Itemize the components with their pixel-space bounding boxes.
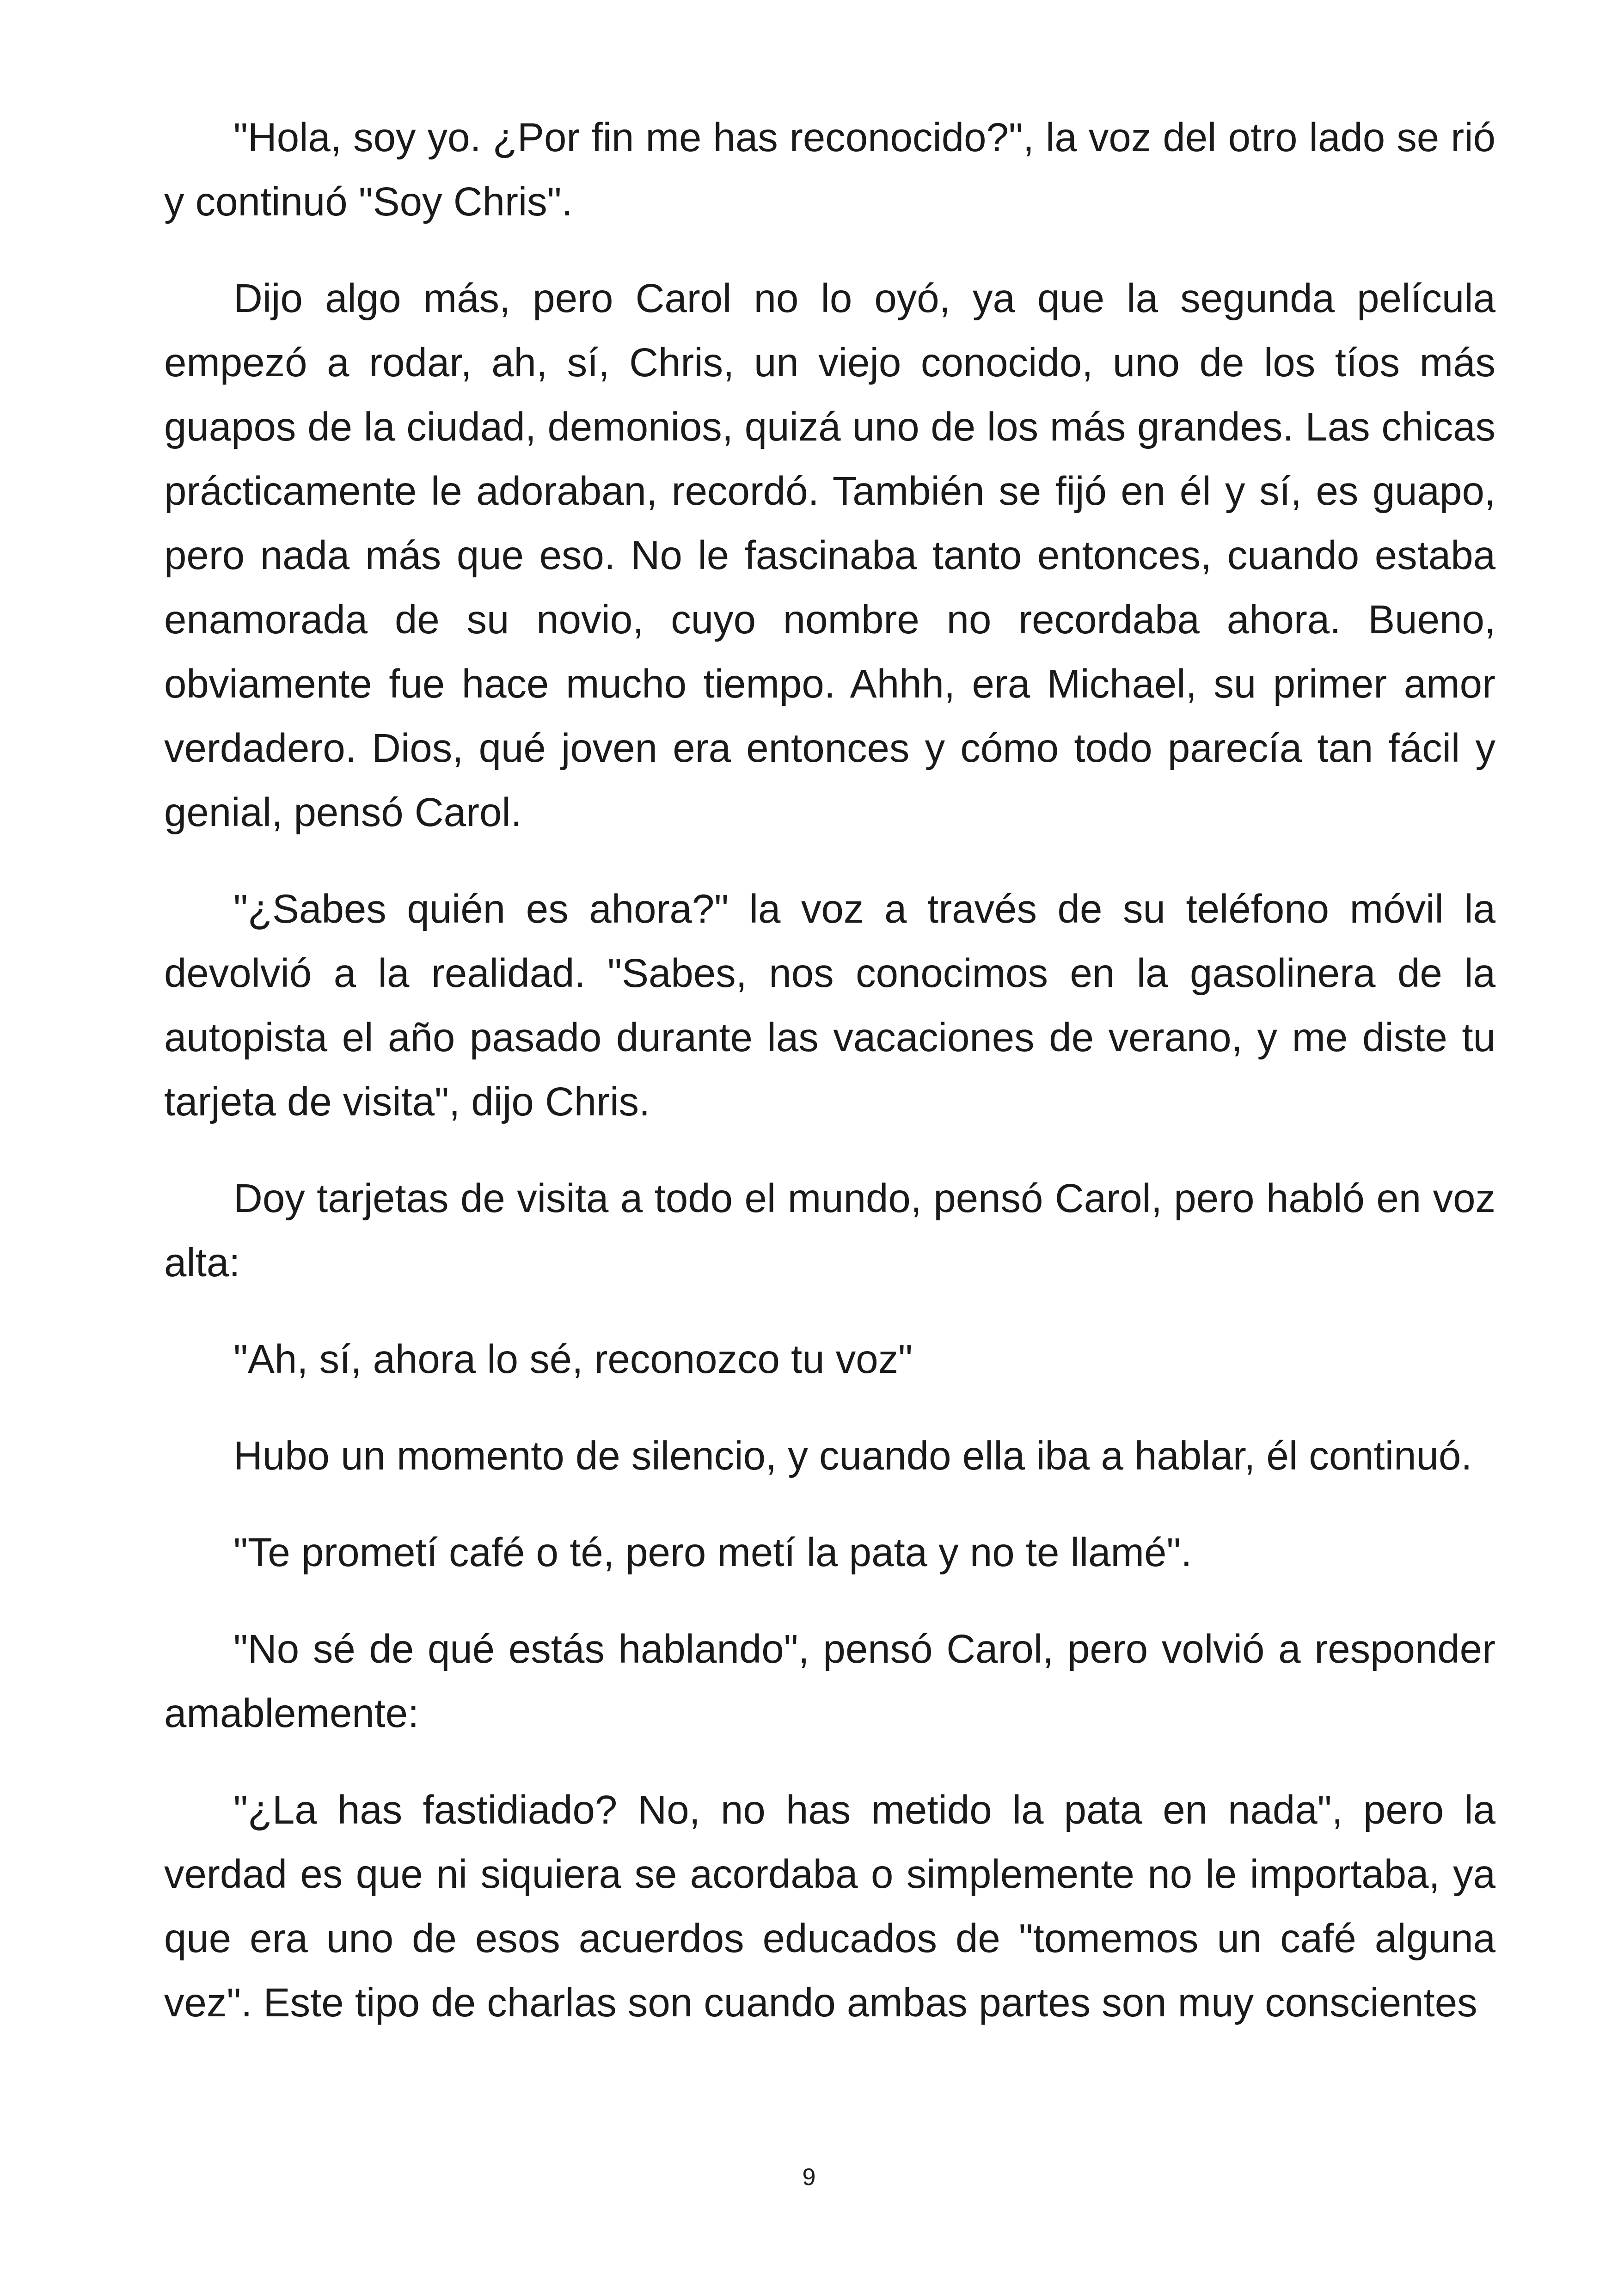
page-body: [164, 105, 1495, 2067]
paragraph: "¿La has fastidiado? No, no has metido la pata en nada", pero la verdad es que ni siquiera se acordaba o simplemente no le importaba, ya que era uno de esos acuerdos educados de "tomemos un café alguna vez". Este tipo de charlas son cuando ambas partes son muy conscientes: [164, 1788, 1495, 2025]
paragraph: "¿Sabes quién es ahora?" la voz a través de su teléfono móvil la devolvió a la realidad. "Sabes, nos conocimos en la gasolinera de la autopista el año pasado durante las vacaciones de verano, y me diste tu tarjeta de visita", dijo Chris.: [164, 887, 1495, 1124]
paragraph: "Ah, sí, ahora lo sé, reconozco tu voz": [233, 1337, 913, 1382]
paragraph: "Te prometí café o té, pero metí la pata y no te llamé".: [233, 1530, 1192, 1575]
paragraph: "Hola, soy yo. ¿Por fin me has reconocido?", la voz del otro lado se rió y continuó "Soy Chris".: [164, 115, 1495, 224]
page-number: 9: [802, 2164, 816, 2191]
paragraph: "No sé de qué estás hablando", pensó Carol, pero volvió a responder amablemente:: [164, 1627, 1495, 1736]
paragraph: Dijo algo más, pero Carol no lo oyó, ya que la segunda película empezó a rodar, ah, sí, Chris, un viejo conocido, uno de los tíos más guapos de la ciudad, demonios, quizá uno de los más grandes. Las chicas prácticamente le adoraban, recordó. También se fijó en él y sí, es guapo, pero nada más que eso. No le fascinaba tanto entonces, cuando estaba enamorada de su novio, cuyo nombre no recordaba ahora. Bueno, obviamente fue hace mucho tiempo. Ahhh, era Michael, su primer amor verdadero. Dios, qué joven era entonces y cómo todo parecía tan fácil y genial, pensó Carol.: [164, 276, 1495, 835]
paragraph: Hubo un momento de silencio, y cuando ella iba a hablar, él continuó.: [233, 1433, 1472, 1478]
paragraph: Doy tarjetas de visita a todo el mundo, pensó Carol, pero habló en voz alta:: [164, 1176, 1495, 1285]
